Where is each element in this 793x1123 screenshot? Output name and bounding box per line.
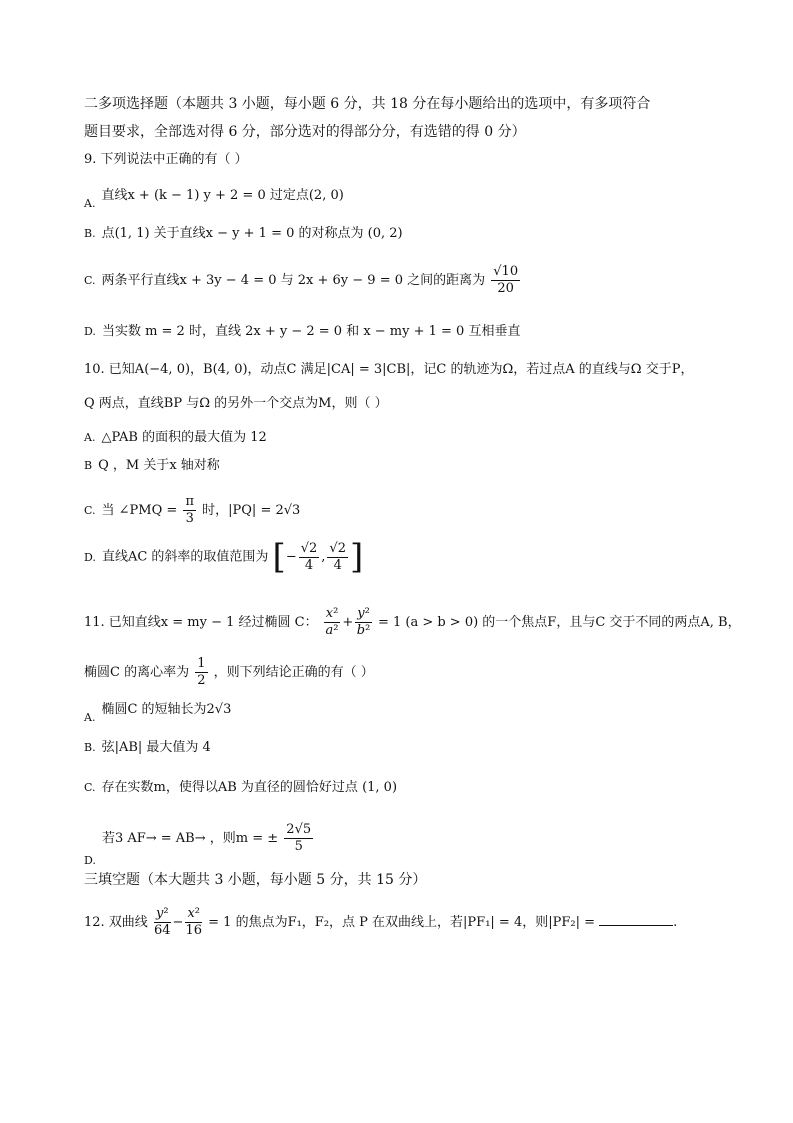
q11-stem2-pre: 椭圆C 的离心率为 [84, 665, 190, 680]
option-label: A. [84, 711, 96, 724]
fraction [183, 494, 196, 527]
option-text: 直线AC 的斜率的取值范围为 [101, 549, 269, 565]
fraction-numerator: 1 [197, 656, 206, 671]
q11-option-b [84, 738, 211, 758]
option-text: △PAB 的面积的最大值为 12 [101, 430, 267, 445]
ellipse-x-term: $\frac{\text{x²}}{\text{a²}}$ [325, 606, 339, 638]
q9-stem: 9. 下列说法中正确的有（ ） [84, 152, 248, 167]
option-text: 弦|AB| 最大值为 4 [101, 740, 211, 755]
q11-option-d [84, 822, 315, 867]
left-bracket: [ [272, 537, 286, 577]
option-label: B. [84, 227, 96, 240]
option-text: 当 ∠PMQ = [101, 503, 178, 518]
q10-option-c [84, 494, 300, 527]
option-text: 椭圆C 的短轴长为2√3 [101, 702, 232, 717]
q10-stem-line2: Q 两点，直线BP 与Ω 的另外一个交点为M，则（ ） [84, 396, 388, 411]
option-text-tail: 时，|PQ| = 2√3 [202, 503, 301, 518]
q10-option-b [84, 456, 220, 476]
q12-end: . [673, 915, 678, 930]
q12-stem: 12. 双曲线 $\frac{\text{y²}}{64}$ − $\frac{\text{x²}}{16}$ = 1 的焦点为F₁，F₂，点 P 在双曲线上，若|PF₁| = 4，则|PF₂| = . [84, 906, 678, 938]
option-label: C. [84, 781, 96, 794]
q11-stem-line2 [84, 656, 374, 689]
q11-option-c [84, 778, 397, 798]
option-text: Q ，M 关于x 轴对称 [98, 458, 220, 473]
fraction-left [299, 541, 320, 574]
fraction-denominator: 5 [294, 839, 303, 854]
fraction-right [327, 541, 348, 574]
option-label: B [84, 459, 93, 472]
section-2-heading-line1: 二多项选择题（本题共 3 小题，每小题 6 分，共 18 分在每小题给出的选项中，有多项符合 [84, 96, 651, 112]
option-label: D. [84, 550, 96, 564]
fraction-numerator: √10 [493, 264, 519, 279]
answer-blank[interactable] [599, 913, 673, 926]
right-bracket: ] [349, 537, 364, 577]
option-text: 直线x + (k − 1) y + 2 = 0 过定点(2, 0) [101, 188, 344, 203]
fraction-denominator: 20 [497, 281, 514, 296]
fraction-denominator: 4 [304, 557, 314, 573]
section-2-heading-line2: 题目要求，全部选对得 6 分，部分选对的得部分分，有选错的得 0 分） [84, 124, 526, 140]
ellipse-y-term: $\frac{\text{y²}}{\text{b²}}$ [356, 606, 371, 638]
option-label: A. [84, 431, 96, 444]
q11-option-a [84, 700, 232, 724]
option-text: 两条平行直线x + 3y − 4 = 0 与 2x + 6y − 9 = 0 之间的距离为 [101, 273, 486, 288]
fraction-numerator: √2 [329, 540, 346, 556]
q11-stem-line1: 11. 已知直线x = my − 1 经过椭圆 C： $\frac{\text{x²}}{\text{a²}}$ + $\frac{\text{y²}}{\text{b²}}$ = 1 (a > b > 0) 的一个焦点F，且与C 交于不同的两点A, B， [84, 606, 741, 638]
option-text: 当实数 m = 2 时，直线 2x + y − 2 = 0 和 x − my + 1 = 0 互相垂直 [101, 324, 521, 339]
fraction-numerator: √2 [300, 540, 318, 556]
q9-option-c [84, 264, 522, 297]
option-label: D. [84, 854, 96, 867]
option-text: 若3 AF→ = AB→ ，则m = ± [101, 831, 279, 846]
q10-option-a [84, 428, 267, 448]
q11-stem2-post: ，则下列结论正确的有（ ） [213, 665, 374, 680]
q10-stem-line1: 10. 已知A(−4, 0)，B(4, 0)，动点C 满足|CA| = 3|CB|，记C 的轨迹为Ω，若过点A 的直线与Ω 交于P， [84, 362, 694, 377]
fraction-numerator: π [185, 494, 194, 509]
q11-stem-pre: 11. 已知直线x = my − 1 经过椭圆 C： [84, 615, 318, 630]
q9-option-b [84, 224, 403, 244]
fraction-numerator: 2√5 [286, 822, 312, 837]
option-text: 点(1, 1) 关于直线x − y + 1 = 0 的对称点为 (0, 2) [101, 226, 403, 241]
q10-option-d: D. 直线AC 的斜率的取值范围为 [− $\frac{√2}{4}$ , $\frac{√2}{4}$ ] [84, 537, 364, 577]
section-3-heading: 三填空题（本大题共 3 小题，每小题 5 分，共 15 分） [84, 872, 427, 888]
option-label: D. [84, 325, 96, 338]
q12-mid: = 1 的焦点为F₁，F₂，点 P 在双曲线上，若|PF₁| = 4，则|PF₂| = [208, 915, 595, 930]
fraction-denominator: 3 [185, 511, 194, 526]
hyperbola-y-term: $\frac{\text{y²}}{64}$ [153, 906, 171, 938]
option-label: C. [84, 274, 96, 287]
fraction [491, 264, 520, 297]
option-label: C. [84, 504, 96, 517]
q12-pre: 12. 双曲线 [84, 915, 148, 930]
q11-stem-post: = 1 (a > b > 0) 的一个焦点F，且与C 交于不同的两点A, B， [377, 615, 741, 630]
option-label: B. [84, 741, 96, 754]
q9-option-a [84, 186, 344, 210]
fraction [284, 822, 313, 855]
option-text: 存在实数m，使得以AB 为直径的圆恰好过点 (1, 0) [101, 780, 398, 795]
q9-option-d [84, 322, 520, 342]
option-label: A. [84, 197, 96, 210]
fraction-denominator: 2 [197, 673, 206, 688]
fraction-denominator: 4 [333, 557, 342, 573]
fraction [195, 656, 207, 689]
hyperbola-x-term: $\frac{\text{x²}}{16}$ [185, 906, 202, 938]
